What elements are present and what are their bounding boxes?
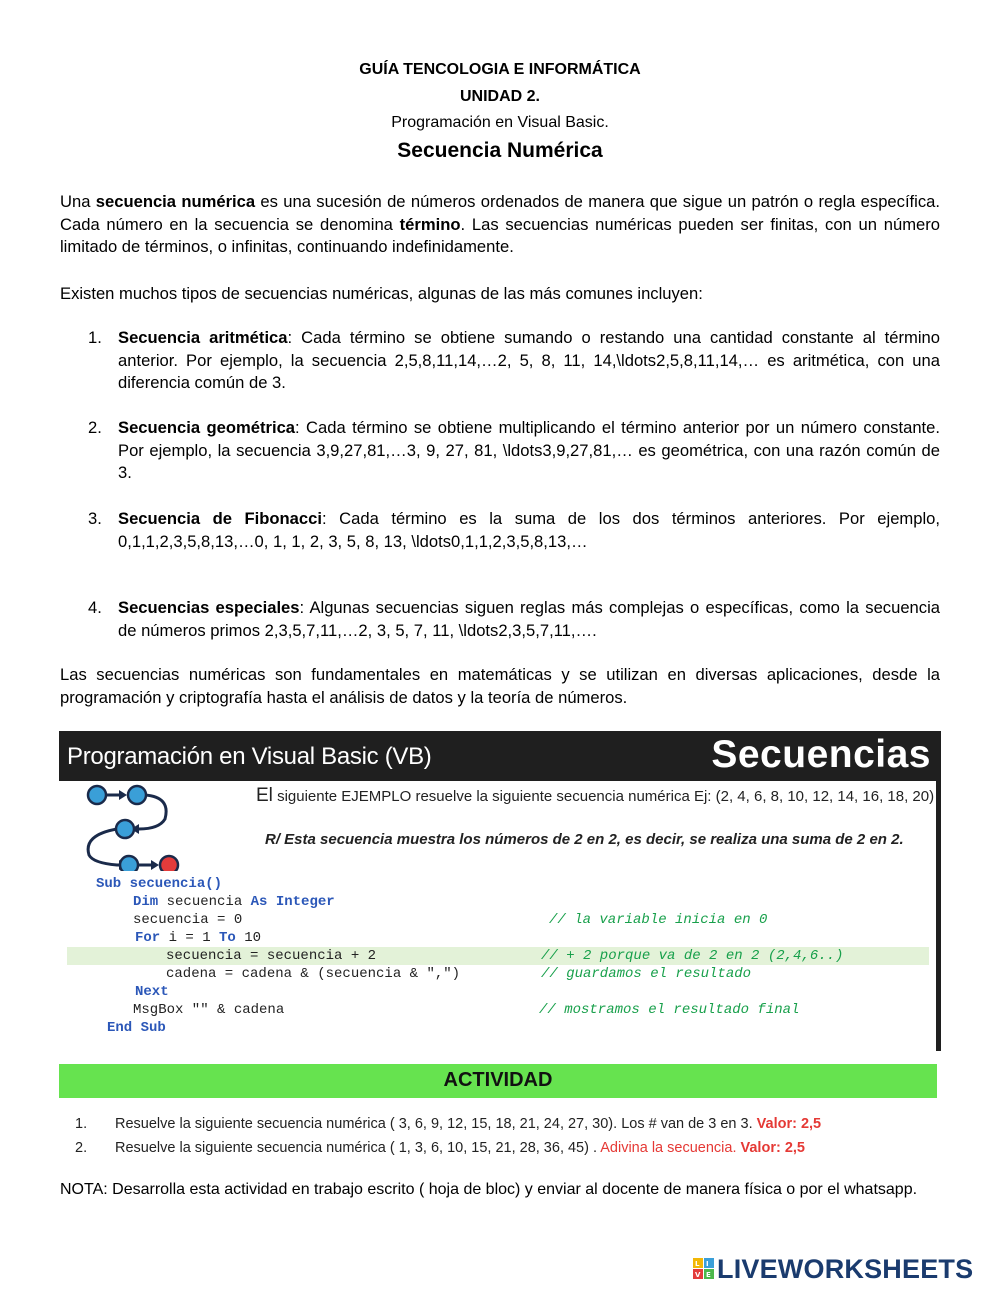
code-comment: // mostramos el resultado final: [539, 1002, 800, 1018]
activity-number: 2.: [75, 1140, 88, 1156]
list-number: 2.: [88, 418, 102, 437]
code-text: MsgBox "" & cadena: [133, 1002, 285, 1018]
code-line: [59, 911, 941, 929]
activity-item: [75, 1116, 935, 1132]
code-line: [59, 1019, 941, 1037]
list-item: [60, 597, 940, 642]
activity-text: Resuelve la siguiente secuencia numérica ( 1, 3, 6, 10, 15, 21, 28, 36, 45) .: [115, 1140, 601, 1156]
code-comment: // guardamos el resultado: [541, 966, 752, 982]
figure-header-title: Programación en Visual Basic (VB): [67, 743, 432, 770]
list-term-bold: Secuencias especiales: [118, 598, 300, 617]
figure-header: [59, 731, 941, 781]
liveworksheets-logo-icon: [693, 1258, 715, 1280]
activity-title: ACTIVIDAD: [443, 1069, 553, 1091]
code-keyword: Sub secuencia(): [96, 876, 223, 892]
list-item: [60, 327, 940, 395]
liveworksheets-logo: [693, 1254, 993, 1284]
intro-text: es una sucesión de números ordenados de manera que sigue un patrón o regla específica. Cada número en la secuencia se denomina: [60, 192, 940, 234]
code-line-highlighted: [67, 947, 929, 965]
code-keyword: To: [219, 930, 236, 946]
list-number: 4.: [88, 598, 102, 617]
note-paragraph: NOTA: Desarrolla esta actividad en trabajo escrito ( hoja de bloc) y enviar al docente de manera física o por el whatsapp.: [60, 1181, 918, 1198]
code-text: 10: [235, 930, 262, 946]
activity-number: 1.: [75, 1116, 88, 1132]
list-number: 3.: [88, 509, 102, 528]
code-line: [59, 983, 941, 1001]
code-keyword: As Integer: [250, 894, 335, 910]
intro-term-bold: secuencia numérica: [95, 192, 256, 211]
intro-term-bold: término: [399, 214, 461, 234]
list-item: [60, 508, 940, 553]
list-body: : Algunas secuencias siguen reglas más complejas o específicas, como la secuencia de números primos 2,3,5,7,11,…2, 3, 5, 7, 11, \ldots2,3,5,7,11,….: [118, 598, 940, 640]
intro-paragraph: [60, 191, 940, 259]
activity-banner: [59, 1064, 937, 1098]
example-body: siguiente EJEMPLO resuelve la siguiente secuencia numérica Ej: (2, 4, 6, 8, 10, 12, 14, 16, 18, 20): [272, 788, 935, 805]
code-text: i = 1: [160, 930, 220, 946]
list-body: : Cada término se obtiene multiplicando el término anterior por un número constante. Por ejemplo, la secuencia 3,9,27,81,…3, 9, 27, 81, \ldots3,9,27,81,… es geométrica, con una razón común de 3.: [118, 418, 940, 482]
sequence-flow-icon: [79, 783, 219, 871]
code-text: secuencia = secuencia + 2: [166, 948, 377, 964]
list-body: : Cada término se obtiene sumando o restando una cantidad constante al término anterior. Por ejemplo, la secuencia 2,5,8,11,14,…2, 5, 8, 11, 14,\ldots2,5,8,11,14,… es aritmética, con una diferencia común de 3.: [118, 328, 940, 392]
code-comment: // + 2 porque va de 2 en 2 (2,4,6..): [541, 948, 844, 964]
example-answer: R/ Esta secuencia muestra los números de 2 en 2, es decir, se realiza una suma de 2 en 2.: [265, 831, 904, 848]
list-term-bold: Secuencia de Fibonacci: [118, 509, 322, 528]
logo-mark-letter: V: [695, 1271, 701, 1279]
code-line: [59, 929, 941, 947]
example-lead: El: [256, 785, 273, 806]
activity-value: Valor: 2,5: [756, 1116, 822, 1132]
list-body: : Cada término es la suma de los dos términos anteriores. Por ejemplo, 0,1,1,2,3,5,8,13,…0, 1, 1, 2, 3, 5, 8, 13, \ldots0,1,1,2,3,5,8,13,…: [118, 509, 940, 551]
subject-subtitle: Programación en Visual Basic.: [391, 114, 609, 131]
list-term-bold: Secuencia geométrica: [118, 418, 296, 437]
types-intro-paragraph: Existen muchos tipos de secuencias numéricas, algunas de las más comunes incluyen:: [60, 284, 703, 303]
code-line: [59, 893, 941, 911]
logo-mark-letter: E: [706, 1271, 711, 1279]
code-comment: // la variable inicia en 0: [549, 912, 768, 928]
list-text: [118, 417, 940, 485]
code-line: [59, 1001, 941, 1019]
example-text: [256, 785, 936, 808]
closing-paragraph: Las secuencias numéricas son fundamentales en matemáticas y se utilizan en diversas aplicaciones, desde la programación y criptografía hasta el análisis de datos y la teoría de números.: [60, 665, 940, 707]
vb-example-figure: [59, 731, 941, 1163]
figure-header-sequences: Secuencias: [711, 733, 931, 776]
activity-item: [75, 1140, 935, 1156]
list-term-bold: Secuencia aritmética: [118, 328, 288, 347]
code-keyword: Next: [135, 984, 169, 1000]
code-keyword: End Sub: [107, 1020, 166, 1036]
list-item: [60, 417, 940, 485]
code-text: secuencia = 0: [133, 912, 243, 928]
code-keyword: For: [135, 930, 161, 946]
code-text: cadena = cadena & (secuencia & ","): [166, 966, 461, 982]
intro-text: Una: [60, 192, 96, 211]
logo-mark-letter: I: [706, 1260, 709, 1268]
list-number: 1.: [88, 328, 102, 347]
activity-value: Valor: 2,5: [740, 1140, 805, 1156]
code-line: [59, 875, 941, 893]
list-text: [118, 327, 940, 395]
code-keyword: Dim: [133, 894, 159, 910]
guide-title: GUÍA TENCOLOGIA E INFORMÁTICA: [359, 61, 641, 78]
unit-title: UNIDAD 2.: [459, 88, 540, 105]
liveworksheets-logo-text[interactable]: LIVEWORKSHEETS: [717, 1254, 974, 1284]
list-text: [118, 508, 940, 553]
intro-text: . Las secuencias numéricas pueden ser finitas, con un número limitado de términos, o infinitas, continuando indefinidamente.: [60, 214, 940, 256]
logo-mark-letter: L: [695, 1260, 700, 1268]
topic-title: Secuencia Numérica: [397, 139, 603, 162]
activity-hint: Adivina la secuencia.: [600, 1140, 741, 1156]
activity-text: Resuelve la siguiente secuencia numérica ( 3, 6, 9, 12, 15, 18, 21, 24, 27, 30). Los # van de 3 en 3.: [115, 1116, 757, 1132]
list-text: [118, 597, 940, 642]
code-text: secuencia: [158, 894, 251, 910]
code-line: [59, 965, 941, 983]
